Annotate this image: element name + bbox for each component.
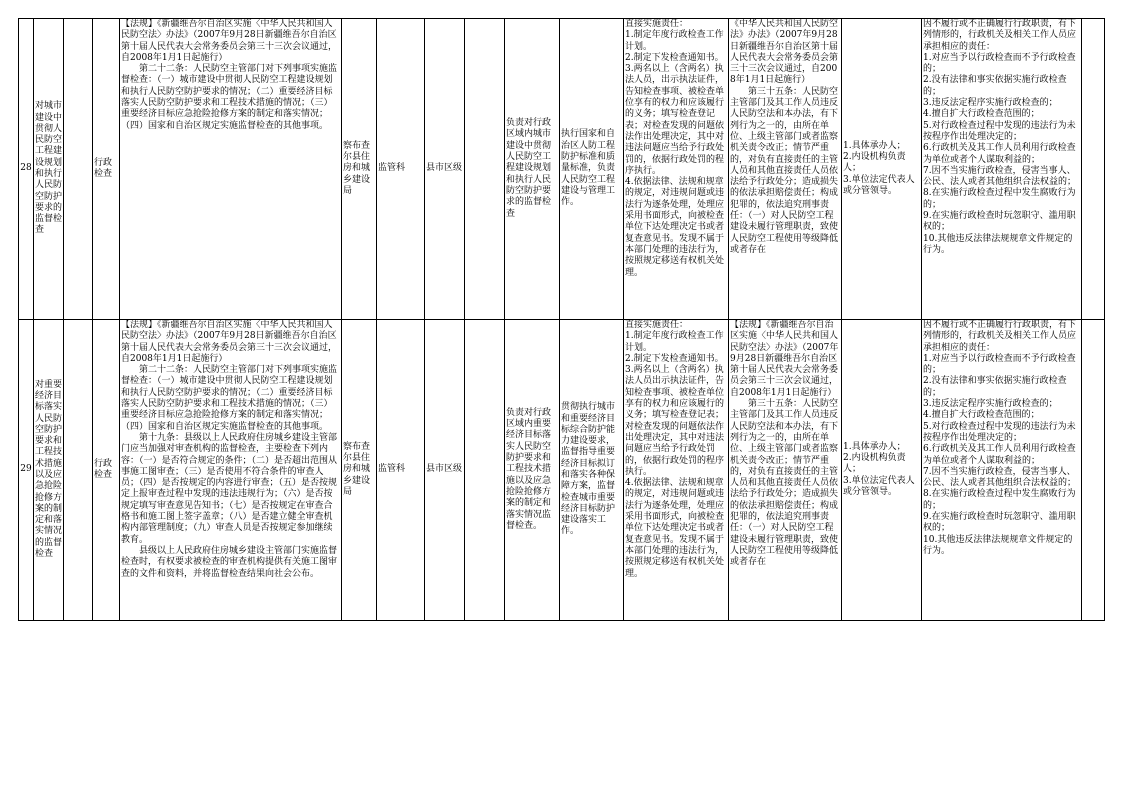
situations-item: 2.没有法律和事实依据实施行政检查的；	[923, 376, 1067, 398]
duty-items-item: 4.依据法律、法规和规章的规定，对违规问题或违法行为逐条处理，处理应采用书面形式，向被检查单位下达处理决定书或者复查意见书。发现不属于本部门处理的违法行为，按照规定移送有权机关处理。	[625, 177, 725, 278]
content-cell	[505, 19, 560, 320]
accountability-basis-cell	[729, 19, 842, 320]
unit-text: 监管科	[378, 163, 406, 174]
basis-text: 【法规】《新疆维吾尔自治区实施〈中华人民共和国人民防空法〉办法》（2007年9月28日新疆维吾尔自治区第十届人民代表大会常务委员会第三十三次会议通过，自2008年1月1日起施行） 第二十二条：人民防空主管部门对下列事项实施监督检查：（一）城市建设中贯彻人民防空工程建设规划和执行人民防空防护要求的情况；（二）重要经济目标落实人民防空防护要求和工程技术措施的情况；（三）重要经济目标应急抢险抢修方案的制定和落实情况；（四）国家和自治区规定实施监督检查的其他事项。	[121, 19, 338, 131]
authority-text: 察布查尔县住房和城乡建设局	[343, 441, 371, 497]
situations-item: 8.在实施行政检查过程中发生腐败行为的；	[923, 489, 1076, 511]
sub-item-cell	[64, 320, 93, 621]
item-name-text: 对重要经济目标落实人民防空防护要求和工程技术措施以及应急抢险抢修方案的制定和落实情况的监督检查	[35, 379, 63, 560]
situations-item: 5.对行政检查过程中发现的违法行为未按程序作出处理决定的；	[923, 120, 1076, 142]
duty-items-item: 2.制定下发检查通知书。	[625, 52, 724, 63]
situations-item: 9.在实施行政检查时玩忽职守、滥用职权的；	[923, 211, 1076, 233]
accountability-text: 《中华人民共和国人民防空法》办法》（2007年9月28日新疆维吾尔自治区第十届人民代表大会常务委员会第三十三次会议通过，自2008年1月1日起施行） 第三十五条：人民防空主管部门及其工作人员违反人民防空法和本办法，有下列行为之一的，由所在单位、上级主管部门或者监察机关责令改正；情节严重的，对负有直接责任的主管人员和其他直接责任人员依法给予行政处分；造成损失的依法承担赔偿责任；构成犯罪的，依法追究刑事责任：（一）对人民防空工程建设未履行管理职责，致使人民防空工程使用等级降低或者存在	[730, 19, 839, 255]
table-row	[19, 320, 1105, 621]
subjects-item: 1.具体承办人；	[843, 441, 906, 452]
spacer-cell	[465, 19, 505, 320]
situations-item: 3.违反法定程序实施行政检查的；	[923, 98, 1058, 109]
situations-item: 2.没有法律和事实依据实施行政检查的；	[923, 75, 1067, 97]
authority-cell	[342, 320, 377, 621]
duty-items-cell	[624, 320, 729, 621]
situations-item: 5.对行政检查过程中发现的违法行为未按程序作出处理决定的；	[923, 421, 1076, 443]
item-name-cell	[34, 19, 64, 320]
duty-items-item: 1.制定年度行政检查工作计划。	[625, 331, 724, 353]
row-number-cell	[19, 19, 34, 320]
unit-text: 监管科	[378, 464, 406, 475]
situations-item: 4.擅自扩大行政检查范围的；	[923, 109, 1040, 120]
level-cell	[425, 320, 465, 621]
spacer-cell	[465, 320, 505, 621]
situations-item: 7.因不当实施行政检查，侵害当事人、公民、法人或者其他组织合法权益的；	[923, 466, 1077, 489]
situations-item: 8.在实施行政检查过程中发生腐败行为的；	[923, 188, 1076, 210]
subjects-item: 3.单位法定代表人或分管领导。	[843, 174, 915, 196]
basis-text: 【法规】《新疆维吾尔自治区实施〈中华人民共和国人民防空法〉办法》（2007年9月28日新疆维吾尔自治区第十届人民代表大会常务委员会第三十三次会议通过，自2008年1月1日起施行） 第二十二条：人民防空主管部门对下列事项实施监督检查：（一）城市建设中贯彻人民防空工程建设规划和执行人民防空防护要求的情况；（二）重要经济目标落实人民防空防护要求和工程技术措施的情况；（三）重要经济目标应急抢险抢修方案的制定和落实情况；（四）国家和自治区规定实施监督检查的其他事项。 第十九条：县级以上人民政府住房城乡建设主管部门应当加强对审查机构的监督检查，主要检查下列内容：（一）是否符合规定的条件；（二）是否超出范围从事施工图审查；（三）是否使用不符合条件的审查人员；（四）是否按规定的内容进行审查；（五）是否按规定上报审查过程中发现的违法违规行为；（六）是否按规定填写审查意见告知书；（七）是否按规定在审查合格书和施工图上签字盖章；（八）是否建立健全审查机构内部管理制度；（九）审查人员是否按规定参加继续教育。 县级以上人民政府住房城乡建设主管部门实施监督检查时，有权要求被检查的审查机构提供有关施工图审查的文件和资料，并将监督检查结果向社会公布。	[121, 320, 338, 579]
liability-situations-cell	[922, 320, 1082, 621]
liability-situations-cell	[922, 19, 1082, 320]
situations-item: 6.行政机关及其工作人员利用行政检查为单位或者个人谋取利益的；	[923, 444, 1076, 466]
authority-cell	[342, 19, 377, 320]
situations-item: 6.行政机关及其工作人员利用行政检查为单位或者个人谋取利益的；	[923, 143, 1076, 165]
category-text: 行政检查	[94, 157, 113, 179]
unit-cell	[377, 320, 425, 621]
duty-items-item: 1.制定年度行政检查工作计划。	[625, 30, 724, 52]
row-number-cell	[19, 320, 34, 621]
standard-cell	[560, 19, 624, 320]
duty-items-item: 4.依据法律、法规和规章的规定，对违规问题或违法行为逐条处理，处理应采用书面形式，向被检查单位下达处理决定书或者复查意见书。发现不属于本部门处理的违法行为，按照规定移送有权机关处理。	[625, 478, 725, 579]
category-cell	[93, 320, 120, 621]
content-text: 负责对行政区域内城市建设中贯彻人民防空工程建设规划和执行人民防空防护要求的监督检查	[506, 118, 552, 219]
subjects-item: 3.单位法定代表人或分管领导。	[843, 475, 915, 497]
situations-item: 1.对应当予以行政检查而不予行政检查的；	[923, 353, 1076, 376]
table-row	[19, 19, 1105, 320]
category-text: 行政检查	[94, 458, 113, 480]
situations-item: 10.其他违反法律法规规章文件规定的行为。	[923, 233, 1073, 255]
item-name-text: 对城市建设中贯彻人民防空工程建设规划和执行人民防空防护要求的监督检查	[35, 101, 63, 236]
legal-basis-cell	[120, 19, 342, 320]
situations-item: 9.在实施行政检查时玩忽职守、滥用职权的；	[923, 512, 1076, 534]
duty-items-item: 3.两名以上（含两名）执法人员，出示执法证件，告知检查事项、被检查单位享有的权力和应该履行的义务；填写检查登记表；对检查发现的问题依法作出处理决定，其中对违法问题应当给予行政处罚的，依据行政处罚的程序执行。	[625, 64, 725, 176]
num-text: 29	[20, 464, 32, 475]
content-cell	[505, 320, 560, 621]
standard-text: 执行国家和自治区人防工程防护标准和质量标准，负责人民防空工程建设与管理工作。	[561, 129, 616, 208]
subjects-item: 2.内设机构负责人；	[843, 453, 906, 475]
content-text: 负责对行政区域内重要经济目标落实人民防空防护要求和工程技术措施以及应急抢险抢修方案的制定和落实情况监督检查。	[506, 407, 552, 531]
situations-item: 因不履行或不正确履行行政职责，有下列情形的，行政机关及相关工作人员应承担相应的责任：	[923, 320, 1077, 353]
situations-item: 因不履行或不正确履行行政职责，有下列情形的，行政机关及相关工作人员应承担相应的责任：	[923, 19, 1077, 52]
level-cell	[425, 19, 465, 320]
subjects-item: 2.内设机构负责人；	[843, 152, 906, 174]
level-text: 县市区级	[426, 464, 463, 475]
duty-items-cell	[624, 19, 729, 320]
situations-item: 10.其他违反法律法规规章文件规定的行为。	[923, 534, 1073, 556]
responsible-subjects-cell	[842, 19, 922, 320]
num-text: 28	[20, 163, 32, 174]
unit-cell	[377, 19, 425, 320]
remark-cell	[1082, 19, 1105, 320]
duty-items-item: 3.两名以上（含两名）执法人员出示执法证件，告知检查事项、被检查单位享有的权力和应该履行的义务；填写检查登记表；对检查发现的问题依法作出处理决定，其中对违法问题应当给予行政处罚的，依据行政处罚的程序执行。	[625, 365, 725, 477]
authority-text: 察布查尔县住房和城乡建设局	[343, 140, 371, 196]
responsible-subjects-cell	[842, 320, 922, 621]
situations-item: 7.因不当实施行政检查，侵害当事人、公民、法人或者其他组织合法权益的；	[923, 165, 1077, 188]
accountability-text: 【法规】《新疆维吾尔自治区实施〈中华人民共和国人民防空法〉办法》（2007年9月28日新疆维吾尔自治区第十届人民代表大会常务委员会第三十三次会议通过，自2008年1月1日起施行） 第三十五条：人民防空主管部门及其工作人员违反人民防空法和本办法，有下列行为之一的，由所在单位、上级主管部门或者监察机关责令改正；情节严重的，对负有直接责任的主管人员和其他直接责任人员依法给予行政处分；造成损失的依法承担赔偿责任；构成犯罪的，依法追究刑事责任：（一）对人民防空工程建设未履行管理职责，致使人民防空工程使用等级降低或者存在	[730, 320, 839, 568]
duty-items-item: 2.制定下发检查通知书。	[625, 353, 724, 364]
situations-item: 4.擅自扩大行政检查范围的；	[923, 410, 1040, 421]
subjects-item: 1.具体承办人；	[843, 140, 906, 151]
duty-items-item: 直接实施责任：	[625, 320, 689, 330]
legal-basis-cell	[120, 320, 342, 621]
duty-items-item: 直接实施责任：	[625, 19, 689, 29]
category-cell	[93, 19, 120, 320]
remark-cell	[1082, 320, 1105, 621]
item-name-cell	[34, 320, 64, 621]
power-list-table	[18, 18, 1105, 621]
level-text: 县市区级	[426, 163, 463, 174]
situations-item: 3.违反法定程序实施行政检查的；	[923, 399, 1058, 410]
standard-text: 贯彻执行城市和重要经济目标综合防护能力建设要求，监督指导重要经济目标拟订和落实各种保障方案，监督检查城市重要经济目标防护建设落实工作。	[561, 402, 616, 537]
situations-item: 1.对应当予以行政检查而不予行政检查的；	[923, 52, 1076, 75]
standard-cell	[560, 320, 624, 621]
accountability-basis-cell	[729, 320, 842, 621]
sub-item-cell	[64, 19, 93, 320]
